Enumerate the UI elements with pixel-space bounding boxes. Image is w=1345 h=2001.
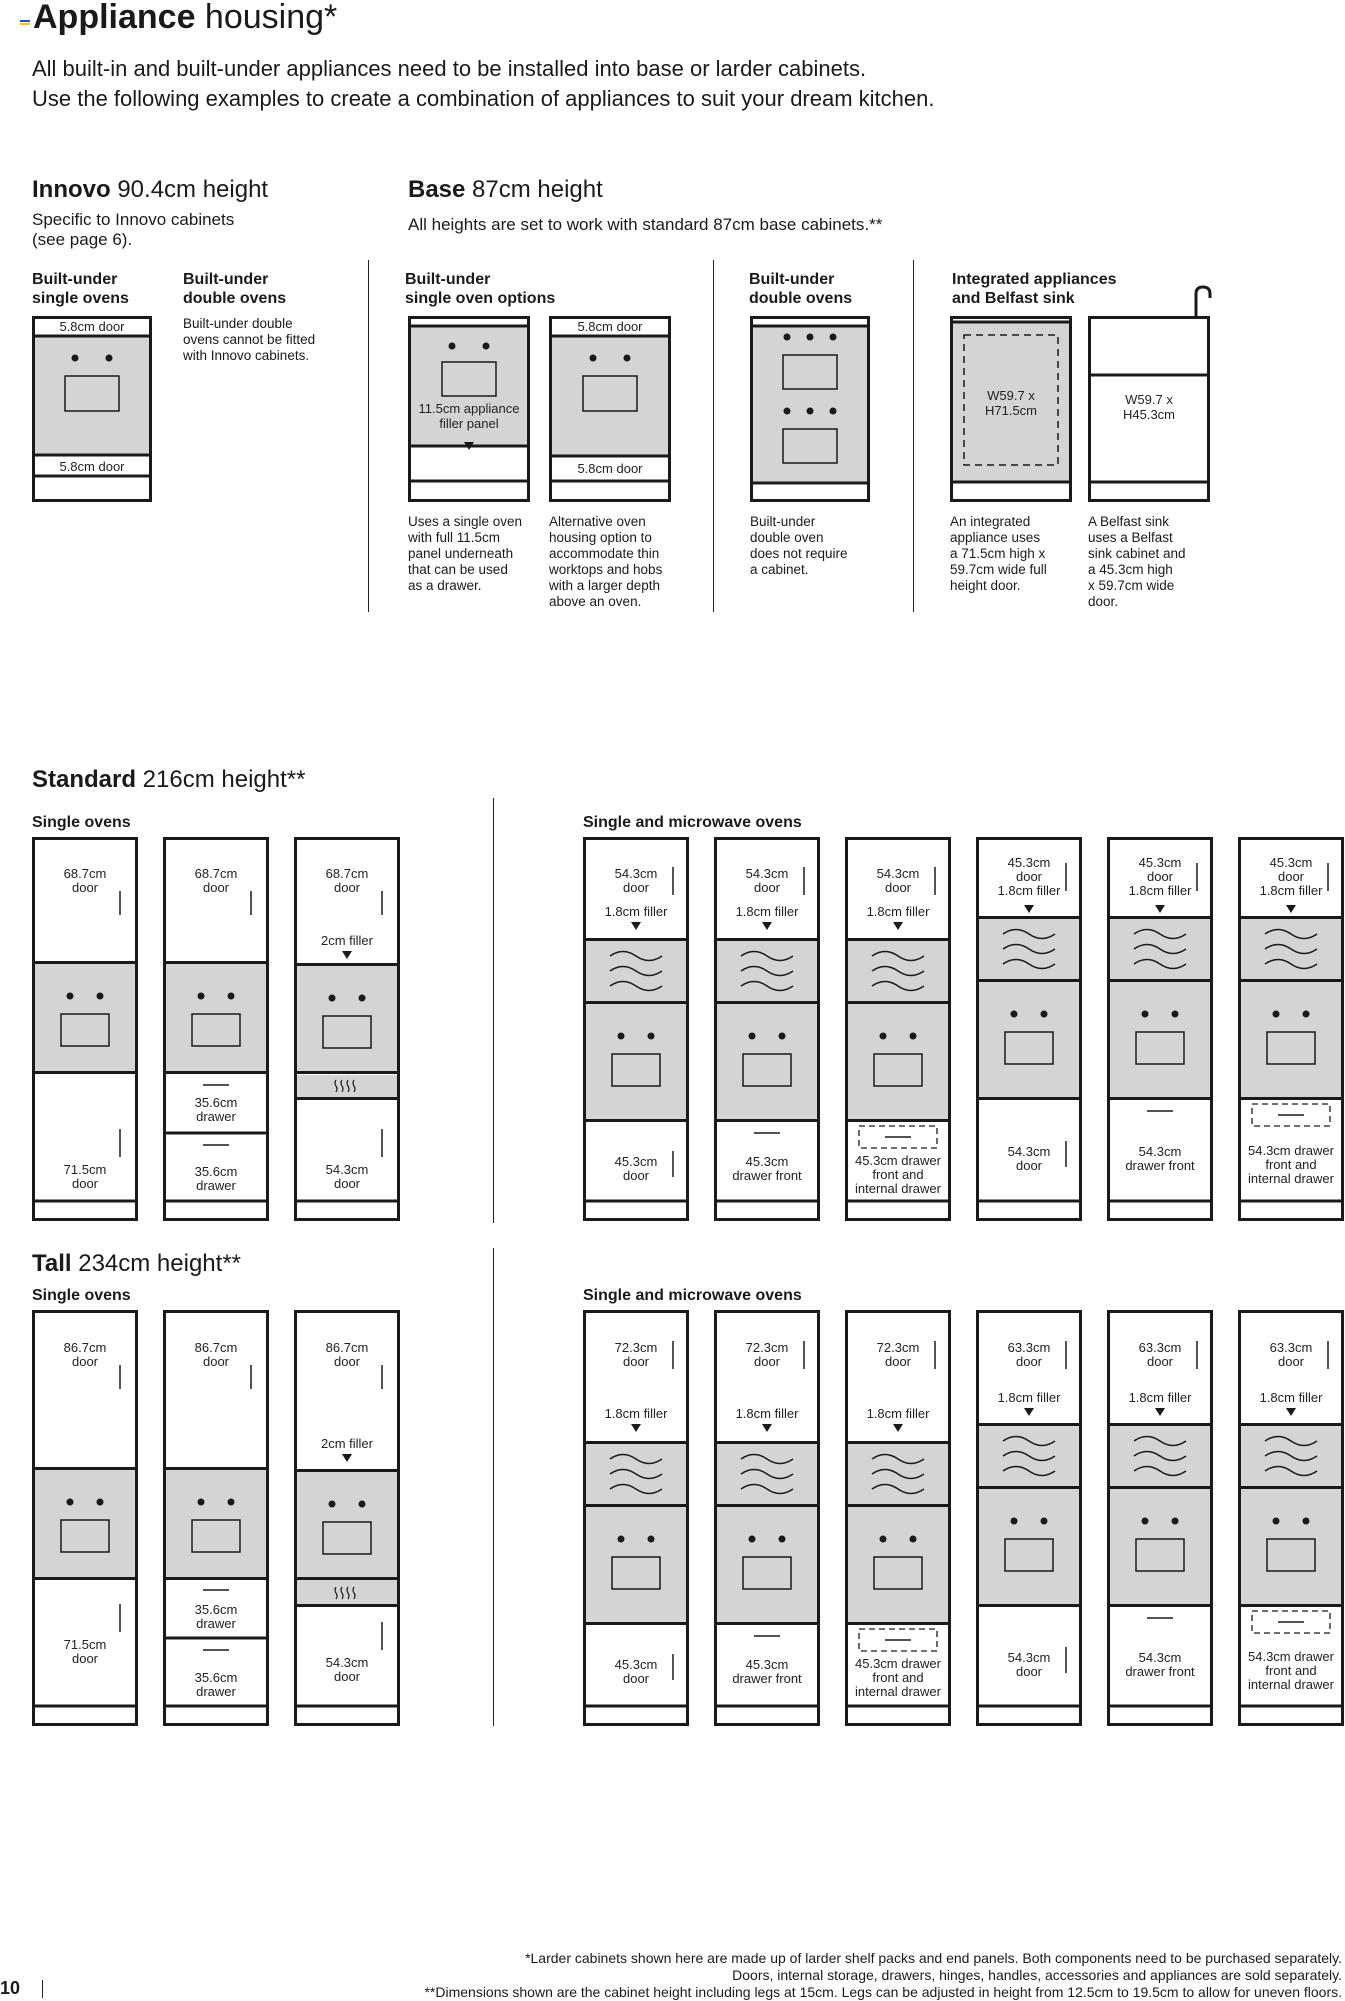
drawer-size-label: 35.6cm: [194, 1602, 238, 1617]
door-size-label: door: [333, 880, 361, 895]
logo-stripe-yellow: [20, 23, 30, 25]
oven-knob: [359, 995, 366, 1002]
door-size-label: 54.3cm: [876, 866, 920, 881]
door-size-label: 45.3cm: [614, 1154, 658, 1169]
innovo-double-heading: Built-under double ovens: [183, 271, 287, 307]
top-door-label: 5.8cm door: [577, 319, 643, 334]
brand-logo-mark: [20, 20, 30, 26]
door-size-label: 54.3cm: [1007, 1650, 1051, 1665]
section-divider: [493, 1248, 494, 1726]
filler-label: 2cm filler: [320, 1436, 374, 1451]
oven-knob: [106, 355, 113, 362]
door-size-label: 63.3cm: [1269, 1340, 1313, 1355]
oven-knob: [1172, 1518, 1179, 1525]
door-size-label: door: [1146, 869, 1174, 884]
oven-knob: [359, 1501, 366, 1508]
integrated-appliance-caption: An integrated appliance uses a 71.5cm high x 59.7cm wide full height door.: [950, 514, 1047, 593]
door-size-label: 35.6cm: [194, 1670, 238, 1685]
oven-panel: [166, 964, 266, 1071]
oven-knob: [329, 1501, 336, 1508]
oven-knob: [1041, 1518, 1048, 1525]
oven-panel: [1110, 982, 1210, 1097]
section-divider: [493, 798, 494, 1223]
section-divider: [713, 260, 714, 612]
door-size-label: door: [202, 880, 230, 895]
filler-label-1: 11.5cm appliance: [418, 401, 520, 416]
bottom-door-label: 5.8cm door: [59, 459, 125, 474]
door-size-label: 72.3cm: [614, 1340, 658, 1355]
oven-knob: [749, 1536, 756, 1543]
door-size-label: door: [71, 1651, 99, 1666]
door-size-label: 45.3cm drawer: [855, 1656, 941, 1671]
footer-note-3: **Dimensions shown are the cabinet height including legs at 15cm. Legs can be adjusted in height from 12.5cm to 19.5cm to allow for uneven floors.: [424, 1984, 1342, 2000]
oven-panel: [1110, 1489, 1210, 1604]
oven-panel: [1241, 1489, 1341, 1604]
page-number: 10: [0, 1978, 21, 1998]
microwave-oven-cabinet: [714, 1310, 820, 1726]
door-size-label: 54.3cm: [1138, 1650, 1182, 1665]
footer-note-2: Doors, internal storage, drawers, hinges, handles, accessories and appliances are sold separately.: [732, 1967, 1342, 1983]
standard-heading: Standard 216cm height**: [32, 766, 306, 793]
oven-knob: [807, 334, 814, 341]
base-single-oven-filler-diagram: [408, 316, 530, 502]
drawer-size-label: drawer: [196, 1109, 236, 1124]
door-size-label: door: [1015, 1158, 1043, 1173]
microwave-oven-cabinet: [845, 837, 951, 1221]
base-single-oven-door-diagram: [549, 316, 671, 502]
door-size-label: 45.3cm: [1007, 855, 1051, 870]
door-size-label: 68.7cm: [325, 866, 369, 881]
innovo-single-heading: Built-under single ovens: [32, 271, 129, 307]
door-size-label: drawer front: [1125, 1664, 1195, 1679]
oven-knob: [1303, 1011, 1310, 1018]
single-oven-cabinet: [163, 837, 269, 1221]
section-divider: [368, 260, 369, 612]
door-size-label: door: [333, 1354, 361, 1369]
oven-knob: [1172, 1011, 1179, 1018]
oven-knob: [830, 334, 837, 341]
microwave-oven-cabinet: [583, 1310, 689, 1726]
base-heading: Base 87cm height: [408, 176, 603, 203]
door-size-label: drawer front: [1125, 1158, 1195, 1173]
single-oven-cabinet: [163, 1310, 269, 1726]
oven-knob: [483, 343, 490, 350]
door-size-label: 54.3cm: [614, 866, 658, 881]
door-size-label: door: [753, 1354, 781, 1369]
door-size-label: 1.8cm filler: [1259, 883, 1323, 898]
oven-knob: [1011, 1518, 1018, 1525]
oven-knob: [624, 355, 631, 362]
door-size-label: 63.3cm: [1138, 1340, 1182, 1355]
door-size-label: 68.7cm: [63, 866, 107, 881]
dimension-label-1: W59.7 x: [987, 388, 1035, 403]
oven-knob: [648, 1536, 655, 1543]
single-oven-cabinet: [32, 1310, 138, 1726]
base-double-heading: Built-under double ovens: [749, 271, 853, 307]
microwave-oven-cabinet: [1107, 837, 1213, 1221]
filler-label: 1.8cm filler: [735, 1406, 799, 1421]
oven-panel: [979, 982, 1079, 1097]
base-double-oven-diagram: [750, 316, 870, 502]
door-size-label: door: [622, 1354, 650, 1369]
filler-label: 1.8cm filler: [997, 1390, 1061, 1405]
base-subtitle: All heights are set to work with standard 87cm base cabinets.**: [408, 215, 883, 234]
oven-knob: [198, 993, 205, 1000]
door-size-label: drawer front: [732, 1168, 802, 1183]
dimension-label-1: W59.7 x: [1125, 392, 1173, 407]
oven-knob: [648, 1033, 655, 1040]
single-oven-cabinet: [294, 837, 400, 1221]
microwave-oven-cabinet: [1107, 1310, 1213, 1726]
door-size-label: internal drawer: [1248, 1171, 1334, 1186]
footer-note-1: *Larder cabinets shown here are made up of larder shelf packs and end panels. Both components need to be purchased separately.: [525, 1950, 1342, 1966]
door-size-label: 45.3cm: [614, 1657, 658, 1672]
filler-label-2: filler panel: [439, 416, 499, 431]
innovo-heading: Innovo 90.4cm height: [32, 176, 269, 203]
door-size-label: 71.5cm: [63, 1637, 107, 1652]
oven-panel: [297, 1472, 397, 1577]
tap-icon: [1196, 287, 1210, 319]
door-size-label: 68.7cm: [194, 866, 238, 881]
oven-knob: [1273, 1011, 1280, 1018]
door-size-label: 63.3cm: [1007, 1340, 1051, 1355]
oven-panel: [35, 1470, 135, 1577]
oven-panel: [1241, 982, 1341, 1097]
filler-label: 1.8cm filler: [1259, 1390, 1323, 1405]
oven-knob: [784, 334, 791, 341]
microwave-oven-cabinet: [1238, 1310, 1344, 1726]
oven-panel: [717, 1507, 817, 1622]
microwave-oven-cabinet: [976, 1310, 1082, 1726]
oven-knob: [1303, 1518, 1310, 1525]
base-single-options-heading: Built-under single oven options: [405, 271, 556, 307]
oven-panel: [848, 1507, 948, 1622]
oven-knob: [1273, 1518, 1280, 1525]
door-size-label: 86.7cm: [194, 1340, 238, 1355]
oven-knob: [749, 1033, 756, 1040]
intro-line-1: All built-in and built-under appliances need to be installed into base or larder cabinets.: [32, 56, 867, 81]
base-single-door-caption: Alternative oven housing option to accommodate thin worktops and hobs with a larger depth above an oven.: [549, 514, 663, 609]
door-size-label: front and: [1265, 1157, 1317, 1172]
door-size-label: 1.8cm filler: [1128, 883, 1192, 898]
door-size-label: door: [753, 880, 781, 895]
door-size-label: 45.3cm drawer: [855, 1153, 941, 1168]
oven-panel: [586, 1507, 686, 1622]
oven-knob: [590, 355, 597, 362]
door-size-label: door: [1015, 1664, 1043, 1679]
door-size-label: 45.3cm: [1269, 855, 1313, 870]
tall-micro-heading: Single and microwave ovens: [583, 1287, 802, 1304]
oven-knob: [830, 408, 837, 415]
oven-knob: [880, 1033, 887, 1040]
bottom-door-label: 5.8cm door: [577, 461, 643, 476]
door-size-label: 72.3cm: [876, 1340, 920, 1355]
base-double-caption: Built-under double oven does not require a cabinet.: [750, 514, 848, 577]
innovo-single-oven-diagram: [32, 316, 152, 502]
door-size-label: 54.3cm drawer: [1248, 1649, 1334, 1664]
oven-panel: [35, 964, 135, 1071]
integrated-appliance-diagram: [950, 316, 1072, 502]
oven-panel: [848, 1004, 948, 1119]
belfast-sink-diagram: [1088, 286, 1218, 502]
oven-knob: [329, 995, 336, 1002]
oven-panel: [166, 1470, 266, 1577]
door-size-label: 71.5cm: [63, 1162, 107, 1177]
oven-knob: [67, 993, 74, 1000]
microwave-oven-cabinet: [845, 1310, 951, 1726]
base-single-filler-caption: Uses a single oven with full 11.5cm panel underneath that can be used as a drawer.: [408, 514, 523, 593]
oven-panel: [979, 1489, 1079, 1604]
door-size-label: drawer front: [732, 1671, 802, 1686]
door-size-label: 54.3cm: [325, 1162, 369, 1177]
standard-single-heading: Single ovens: [32, 814, 131, 831]
belfast-sink-caption: A Belfast sink uses a Belfast sink cabinet and a 45.3cm high x 59.7cm wide door.: [1088, 514, 1186, 609]
tall-single-heading: Single ovens: [32, 1287, 131, 1304]
door-size-label: 86.7cm: [63, 1340, 107, 1355]
oven-knob: [807, 408, 814, 415]
door-size-label: drawer: [196, 1684, 236, 1699]
tall-heading: Tall 234cm height**: [32, 1250, 242, 1277]
filler-label: 1.8cm filler: [866, 1406, 930, 1421]
oven-panel: [586, 1004, 686, 1119]
door-size-label: door: [71, 1176, 99, 1191]
microwave-oven-cabinet: [714, 837, 820, 1221]
top-door-label: 5.8cm door: [59, 319, 125, 334]
filler-label: 1.8cm filler: [604, 904, 668, 919]
section-divider: [913, 260, 914, 612]
door-size-label: door: [884, 1354, 912, 1369]
oven-knob: [779, 1536, 786, 1543]
oven-knob: [910, 1536, 917, 1543]
single-oven-cabinet: [294, 1310, 400, 1726]
oven-knob: [880, 1536, 887, 1543]
door-size-label: 72.3cm: [745, 1340, 789, 1355]
filler-label: 1.8cm filler: [604, 1406, 668, 1421]
oven-knob: [1011, 1011, 1018, 1018]
door-size-label: door: [202, 1354, 230, 1369]
oven-knob: [72, 355, 79, 362]
filler-label: 1.8cm filler: [1128, 1390, 1192, 1405]
door-size-label: 54.3cm drawer: [1248, 1143, 1334, 1158]
oven-panel: [35, 338, 149, 454]
dimension-label-2: H71.5cm: [984, 403, 1038, 418]
door-size-label: 54.3cm: [745, 866, 789, 881]
filler-label: 1.8cm filler: [735, 904, 799, 919]
door-size-label: 45.3cm: [745, 1657, 789, 1672]
innovo-double-note: Built-under double ovens cannot be fitted with Innovo cabinets.: [183, 316, 316, 363]
door-size-label: door: [1015, 1354, 1043, 1369]
oven-knob: [228, 993, 235, 1000]
logo-stripe-blue: [20, 20, 30, 22]
door-size-label: 54.3cm: [325, 1655, 369, 1670]
door-size-label: 86.7cm: [325, 1340, 369, 1355]
microwave-oven-cabinet: [1238, 837, 1344, 1221]
warming-drawer-panel: [297, 1075, 397, 1097]
drawer-size-label: drawer: [196, 1616, 236, 1631]
door-size-label: internal drawer: [855, 1684, 941, 1699]
oven-knob: [228, 1499, 235, 1506]
oven-knob: [1041, 1011, 1048, 1018]
page-title: Appliance housing*: [33, 0, 338, 36]
oven-knob: [1142, 1518, 1149, 1525]
oven-panel: [753, 328, 867, 482]
door-size-label: door: [333, 1669, 361, 1684]
door-size-label: 45.3cm: [745, 1154, 789, 1169]
door-size-label: internal drawer: [1248, 1677, 1334, 1692]
footer-notes: [42, 1950, 1342, 2001]
microwave-oven-cabinet: [976, 837, 1082, 1221]
standard-micro-heading: Single and microwave ovens: [583, 814, 802, 831]
oven-knob: [618, 1536, 625, 1543]
microwave-oven-cabinet: [583, 837, 689, 1221]
door-size-label: front and: [872, 1670, 924, 1685]
door-size-label: door: [1146, 1354, 1174, 1369]
oven-knob: [784, 408, 791, 415]
filler-label: 1.8cm filler: [866, 904, 930, 919]
filler-label: 2cm filler: [320, 933, 374, 948]
door-size-label: door: [1015, 869, 1043, 884]
door-size-label: drawer: [196, 1178, 236, 1193]
oven-knob: [67, 1499, 74, 1506]
door-size-label: door: [1277, 1354, 1305, 1369]
drawer-size-label: 35.6cm: [194, 1095, 238, 1110]
door-size-label: internal drawer: [855, 1181, 941, 1196]
oven-panel: [552, 338, 668, 455]
page-number-divider: [42, 1980, 43, 1998]
intro-line-2: Use the following examples to create a combination of appliances to suit your dream kitchen.: [32, 86, 935, 111]
door-size-label: door: [622, 880, 650, 895]
door-size-label: 35.6cm: [194, 1164, 238, 1179]
door-size-label: 1.8cm filler: [997, 883, 1061, 898]
oven-knob: [910, 1033, 917, 1040]
base-integrated-heading: Integrated appliances and Belfast sink: [952, 271, 1117, 307]
door-size-label: 45.3cm: [1138, 855, 1182, 870]
door-size-label: 54.3cm: [1138, 1144, 1182, 1159]
oven-knob: [449, 343, 456, 350]
door-size-label: door: [71, 1354, 99, 1369]
oven-knob: [198, 1499, 205, 1506]
oven-knob: [779, 1033, 786, 1040]
single-oven-cabinet: [32, 837, 138, 1221]
door-size-label: front and: [1265, 1663, 1317, 1678]
door-size-label: door: [622, 1168, 650, 1183]
door-size-label: front and: [872, 1167, 924, 1182]
door-size-label: door: [622, 1671, 650, 1686]
innovo-subtitle: Specific to Innovo cabinets (see page 6).: [32, 210, 235, 249]
oven-knob: [1142, 1011, 1149, 1018]
door-size-label: door: [333, 1176, 361, 1191]
oven-knob: [97, 1499, 104, 1506]
oven-panel: [297, 966, 397, 1071]
door-size-label: door: [884, 880, 912, 895]
door-size-label: 54.3cm: [1007, 1144, 1051, 1159]
door-size-label: door: [1277, 869, 1305, 884]
oven-knob: [618, 1033, 625, 1040]
oven-panel: [717, 1004, 817, 1119]
door-size-label: door: [71, 880, 99, 895]
oven-knob: [97, 993, 104, 1000]
dimension-label-2: H45.3cm: [1122, 407, 1176, 422]
